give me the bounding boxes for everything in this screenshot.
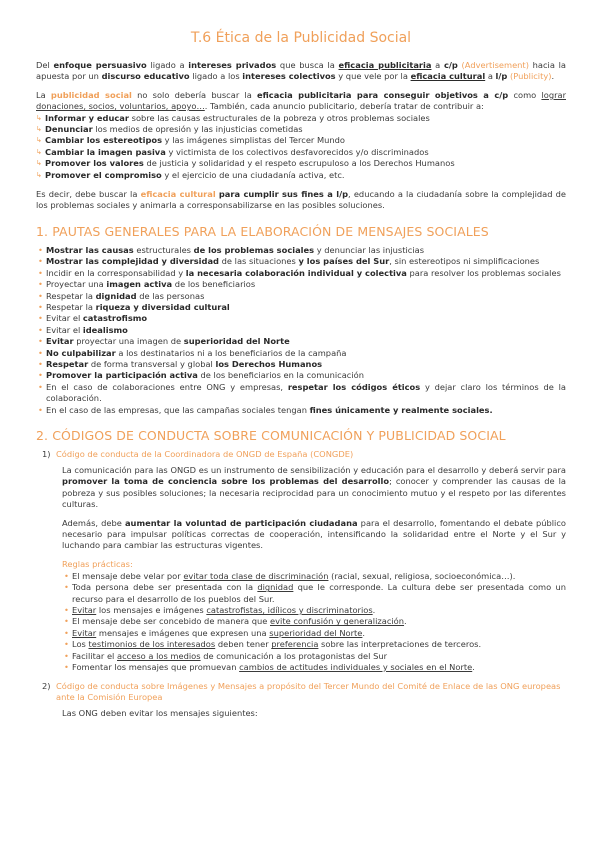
page-title: T.6 Ética de la Publicidad Social bbox=[190, 30, 412, 46]
bullet-icon: • bbox=[64, 582, 69, 593]
bullet-icon: • bbox=[38, 358, 43, 369]
rules-label: Reglas prácticas: bbox=[62, 558, 133, 569]
list-item: • Mostrar las complejidad y diversidad de las situaciones y los países del Sur, sin estereotipos ni simplificaciones bbox=[38, 256, 540, 267]
list-item: • Evitar mensajes e imágenes que expresen una superioridad del Norte. bbox=[64, 627, 366, 638]
list-item: • Respetar de forma transversal y global los Derechos Humanos bbox=[38, 358, 323, 369]
list-item: • En el caso de colaboraciones entre ONG y empresas, respetar los códigos éticos y dejar claro los términos de la colaboración. bbox=[38, 381, 566, 404]
intro-paragraph-1: Del enfoque persuasivo ligado a intereses privados que busca la eficacia publicitaria a c/p (Advertisement) hacia la apuesta por un discurso educativo ligado a los intereses colectivos y que vele por la eficacia cultural a l/p (Publicity). bbox=[36, 60, 567, 82]
rules-list bbox=[62, 571, 566, 674]
section-1-list bbox=[36, 245, 566, 416]
list-item: • Respetar la dignidad de las personas bbox=[38, 290, 205, 301]
list-item: • Incidir en la corresponsabilidad y la necesaria colaboración individual y colectiva para resolver los problemas sociales bbox=[38, 267, 561, 278]
bullet-icon: • bbox=[64, 639, 69, 650]
bullet-icon: • bbox=[38, 324, 43, 335]
list-item: ↳ Cambiar los estereotipos y las imágenes simplistas del Tercer Mundo bbox=[36, 135, 345, 146]
list-item: • Evitar el idealismo bbox=[38, 324, 128, 335]
bullet-icon: • bbox=[38, 347, 43, 358]
bullet-icon: • bbox=[64, 616, 69, 627]
bullet-icon: • bbox=[38, 404, 43, 415]
subsection-1-heading: 1) Código de conducta de la Coordinadora de ONGD de España (CONGDE) bbox=[42, 448, 354, 459]
list-item: • El mensaje debe ser concebido de manera que evite confusión y generalización. bbox=[64, 616, 407, 627]
list-item: • Los testimonios de los interesados deben tener preferencia sobre las interpretaciones de terceros. bbox=[64, 639, 482, 650]
bullet-icon: • bbox=[64, 627, 69, 638]
bullet-icon: • bbox=[38, 336, 43, 347]
list-item: • Evitar proyectar una imagen de superioridad del Norte bbox=[38, 336, 290, 347]
list-item: • Mostrar las causas estructurales de los problemas sociales y denunciar las injusticias bbox=[38, 244, 425, 255]
bullet-icon: • bbox=[38, 370, 43, 381]
section-2-heading: 2. CÓDIGOS DE CONDUCTA SOBRE COMUNICACIÓN Y PUBLICIDAD SOCIAL bbox=[36, 427, 506, 443]
arrow-bullet-icon: ↳ bbox=[36, 125, 42, 134]
subsection-1-body bbox=[36, 465, 566, 674]
list-item: ↳ Informar y educar sobre las causas estructurales de la pobreza y otros problemas sociales bbox=[36, 112, 430, 123]
bullet-icon: • bbox=[64, 662, 69, 673]
subsection-2-paragraph-1: Las ONG deben evitar los mensajes siguientes: bbox=[62, 708, 258, 719]
bullet-icon: • bbox=[38, 301, 43, 312]
list-item: • Fomentar los mensajes que promuevan cambios de actitudes individuales y sociales en el Norte. bbox=[64, 662, 475, 673]
arrow-bullet-icon: ↳ bbox=[36, 136, 42, 145]
list-item: • Promover la participación activa de los beneficiarios en la comunicación bbox=[38, 370, 364, 381]
list-item: • En el caso de las empresas, que las campañas sociales tengan fines únicamente y realmente sociales. bbox=[38, 404, 493, 415]
bullet-icon: • bbox=[38, 279, 43, 290]
arrow-bullet-icon: ↳ bbox=[36, 113, 42, 122]
arrow-bullet-icon: ↳ bbox=[36, 147, 42, 156]
bullet-icon: • bbox=[38, 313, 43, 324]
list-item: ↳ Promover el compromiso y el ejercicio de una ciudadanía activa, etc. bbox=[36, 169, 345, 180]
list-item: • Evitar el catastrofismo bbox=[38, 313, 148, 324]
section-1-heading: 1. PAUTAS GENERALES PARA LA ELABORACIÓN DE MENSAJES SOCIALES bbox=[36, 223, 489, 239]
subsection-2-heading: 2) Código de conducta sobre Imágenes y Mensajes a propósito del Tercer Mundo del Comité de Enlace de las ONG europeas ante la Comisión Europea bbox=[42, 681, 561, 703]
bullet-icon: • bbox=[38, 244, 43, 255]
list-item: • Evitar los mensajes e imágenes catastrofistas, idílicos y discriminatorios. bbox=[64, 605, 376, 616]
arrow-bullet-icon: ↳ bbox=[36, 170, 42, 179]
subsection-1-paragraph-2: Además, debe aumentar la voluntad de participación ciudadana para el desarrollo, fomentando el debate público necesario para impulsar políticas correctas de cooperación, intensificando la solidaridad entre el Norte y el Sur y luchando para cambiar las estructuras vigentes. bbox=[62, 517, 567, 551]
list-item: ↳ Denunciar los medios de opresión y las injusticias cometidas bbox=[36, 124, 303, 135]
list-item: • El mensaje debe velar por evitar toda clase de discriminación (racial, sexual, religiosa, socioeconómica…). bbox=[64, 570, 516, 581]
bullet-icon: • bbox=[38, 267, 43, 278]
list-item: • Respetar la riqueza y diversidad cultural bbox=[38, 301, 230, 312]
list-item: • No culpabilizar a los destinatarios ni a los beneficiarios de la campaña bbox=[38, 347, 347, 358]
list-item: ↳ Cambiar la imagen pasiva y victimista de los colectivos desfavorecidos y/o discriminados bbox=[36, 146, 429, 157]
bullet-icon: • bbox=[64, 650, 69, 661]
list-item: • Proyectar una imagen activa de los beneficiarios bbox=[38, 279, 256, 290]
bullet-icon: • bbox=[64, 570, 69, 581]
contribution-list bbox=[36, 113, 566, 181]
bullet-icon: • bbox=[38, 256, 43, 267]
arrow-bullet-icon: ↳ bbox=[36, 159, 42, 168]
intro-paragraph-2: La publicidad social no solo debería buscar la eficacia publicitaria para conseguir objetivos a c/p como lograr donaciones, socios, voluntarios, apoyo…. También, cada anuncio publicitario, debería tratar de contribuir a: bbox=[36, 89, 566, 112]
subsection-2-body bbox=[36, 708, 566, 719]
document-page bbox=[36, 30, 566, 727]
bullet-icon: • bbox=[38, 290, 43, 301]
subsection-1-paragraph-1: La comunicación para las ONGD es un instrumento de sensibilización y educación para el desarrollo y deberá servir para promover la toma de conciencia sobre los problemas del desarrollo; conocer y comprender las causas de la pobreza y sus posibles soluciones; la necesaria reciprocidad para un conocimiento mutuo y el respeto por las diferentes culturas. bbox=[62, 464, 566, 510]
list-item: • Toda persona debe ser presentada con la dignidad que le corresponde. La cultura debe ser presentada como un recurso para el desarrollo de los pueblos del Sur. bbox=[64, 582, 566, 604]
bullet-icon: • bbox=[64, 605, 69, 616]
list-item: • Facilitar el acceso a los medios de comunicación a los protagonistas del Sur bbox=[64, 650, 388, 661]
bullet-icon: • bbox=[38, 381, 43, 392]
intro-paragraph-3: Es decir, debe buscar la eficacia cultural para cumplir sus fines a l/p, educando a la ciudadanía sobre la complejidad de los problemas sociales y animarla a corresponsabilizarse en las posibles soluciones. bbox=[36, 189, 566, 211]
list-item: ↳ Promover los valores de justicia y solidaridad y el respeto escrupuloso a los Derechos Humanos bbox=[36, 158, 455, 169]
